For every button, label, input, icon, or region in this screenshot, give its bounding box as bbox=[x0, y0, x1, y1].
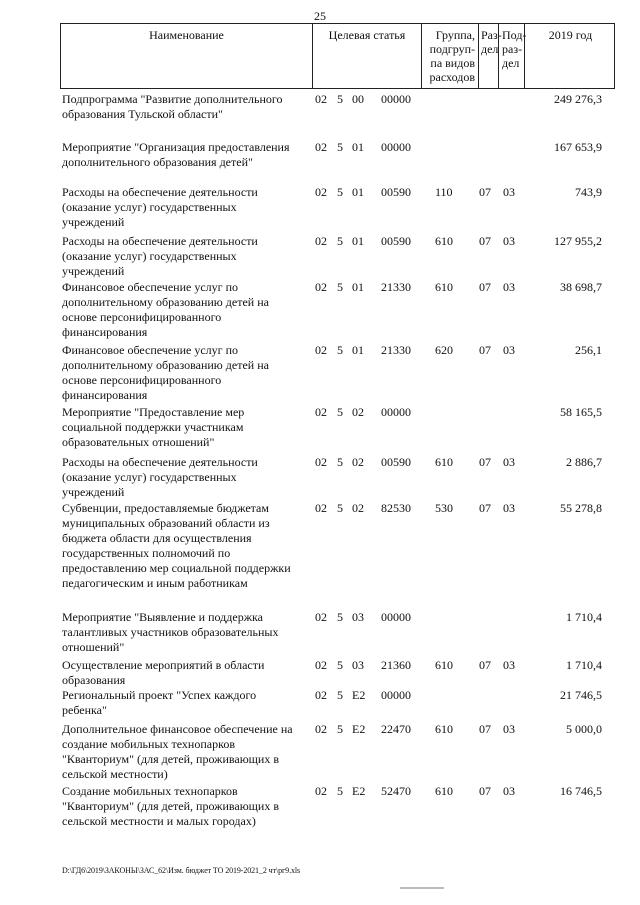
row-name bbox=[62, 140, 312, 170]
header-subsection-line: дел bbox=[502, 56, 520, 70]
header-group-line: па видов bbox=[430, 56, 475, 70]
cell-dir: 21330 bbox=[381, 280, 411, 294]
cell-pr: 03 bbox=[503, 501, 515, 515]
row-name-line: дополнительному образованию детей на bbox=[62, 295, 269, 309]
cell-dir: 82530 bbox=[381, 501, 411, 515]
cell-dir: 52470 bbox=[381, 784, 411, 798]
cell-main: 01 bbox=[352, 140, 364, 154]
cell-pr: 03 bbox=[503, 185, 515, 199]
cell-val: 1 710,4 bbox=[566, 658, 602, 672]
row-name bbox=[62, 455, 312, 500]
cell-rz: 07 bbox=[479, 722, 491, 736]
row-name-line: финансирования bbox=[62, 325, 148, 339]
cell-val: 2 886,7 bbox=[566, 455, 602, 469]
header-section-line: дел bbox=[481, 42, 499, 56]
row-name-line: Региональный проект "Успех каждого bbox=[62, 688, 257, 702]
cell-sub: 5 bbox=[337, 784, 343, 798]
row-name-line: "Кванториум" (для детей, проживающих в bbox=[62, 799, 279, 813]
cell-main: 02 bbox=[352, 405, 364, 419]
cell-dir: 00590 bbox=[381, 185, 411, 199]
cell-dir: 00000 bbox=[381, 405, 411, 419]
cell-val: 21 746,5 bbox=[560, 688, 602, 702]
row-name-line: учреждений bbox=[62, 485, 125, 499]
row-name-line: сельской местности и малых городах) bbox=[62, 814, 256, 828]
row-name bbox=[62, 280, 312, 340]
row-name-line: Создание мобильных технопарков bbox=[62, 784, 238, 798]
cell-sub: 5 bbox=[337, 140, 343, 154]
row-name-line: (оказание услуг) государственных bbox=[62, 249, 237, 263]
cell-dir: 00590 bbox=[381, 234, 411, 248]
cell-main: E2 bbox=[352, 784, 366, 798]
cell-grp: 610 bbox=[435, 455, 453, 469]
row-name-line: дополнительного образования детей" bbox=[62, 155, 253, 169]
cell-val: 167 653,9 bbox=[554, 140, 602, 154]
row-name bbox=[62, 343, 312, 403]
cell-main: 01 bbox=[352, 280, 364, 294]
row-name-line: Расходы на обеспечение деятельности bbox=[62, 455, 258, 469]
cell-rz: 07 bbox=[479, 658, 491, 672]
row-name-line: ребенка" bbox=[62, 703, 107, 717]
cell-grp: 610 bbox=[435, 658, 453, 672]
cell-prog: 02 bbox=[315, 688, 327, 702]
header-group-line: Группа, bbox=[435, 28, 475, 42]
cell-dir: 22470 bbox=[381, 722, 411, 736]
row-name-line: учреждений bbox=[62, 215, 125, 229]
cell-grp: 610 bbox=[435, 234, 453, 248]
row-name-line: Мероприятие "Выявление и поддержка bbox=[62, 610, 263, 624]
cell-dir: 21360 bbox=[381, 658, 411, 672]
cell-val: 256,1 bbox=[575, 343, 602, 357]
cell-sub: 5 bbox=[337, 455, 343, 469]
row-name-line: бюджета области для осуществления bbox=[62, 531, 252, 545]
row-name-line: "Кванториум" (для детей, проживающих в bbox=[62, 752, 279, 766]
cell-pr: 03 bbox=[503, 234, 515, 248]
row-name-line: Субвенции, предоставляемые бюджетам bbox=[62, 501, 269, 515]
cell-sub: 5 bbox=[337, 343, 343, 357]
cell-val: 127 955,2 bbox=[554, 234, 602, 248]
cell-sub: 5 bbox=[337, 234, 343, 248]
cell-dir: 00000 bbox=[381, 140, 411, 154]
cell-sub: 5 bbox=[337, 610, 343, 624]
cell-sub: 5 bbox=[337, 658, 343, 672]
header-section-line: Раз- bbox=[481, 28, 502, 42]
row-name-line: основе персонифицированного bbox=[62, 310, 222, 324]
row-name bbox=[62, 610, 312, 655]
cell-prog: 02 bbox=[315, 92, 327, 106]
row-name-line: муниципальных образований области из bbox=[62, 516, 270, 530]
row-name bbox=[62, 722, 312, 782]
row-name bbox=[62, 784, 312, 829]
header-subsection-line: Под- bbox=[502, 28, 527, 42]
cell-val: 249 276,3 bbox=[554, 92, 602, 106]
cell-dir: 00000 bbox=[381, 688, 411, 702]
cell-sub: 5 bbox=[337, 405, 343, 419]
row-name-line: образования Тульской области" bbox=[62, 107, 223, 121]
cell-pr: 03 bbox=[503, 343, 515, 357]
header-subsection-line: раз- bbox=[502, 42, 523, 56]
row-name bbox=[62, 688, 312, 718]
cell-grp: 610 bbox=[435, 722, 453, 736]
cell-pr: 03 bbox=[503, 784, 515, 798]
cell-main: 03 bbox=[352, 610, 364, 624]
cell-rz: 07 bbox=[479, 501, 491, 515]
cell-grp: 530 bbox=[435, 501, 453, 515]
cell-main: 00 bbox=[352, 92, 364, 106]
cell-main: 01 bbox=[352, 234, 364, 248]
cell-pr: 03 bbox=[503, 280, 515, 294]
row-name-line: педагогическим и иным работникам bbox=[62, 576, 248, 590]
cell-main: 02 bbox=[352, 501, 364, 515]
cell-main: 02 bbox=[352, 455, 364, 469]
cell-grp: 110 bbox=[435, 185, 453, 199]
cell-sub: 5 bbox=[337, 722, 343, 736]
row-name-line: учреждений bbox=[62, 264, 125, 278]
cell-val: 743,9 bbox=[575, 185, 602, 199]
cell-prog: 02 bbox=[315, 343, 327, 357]
row-name-line: Расходы на обеспечение деятельности bbox=[62, 234, 258, 248]
cell-rz: 07 bbox=[479, 280, 491, 294]
cell-prog: 02 bbox=[315, 234, 327, 248]
header-target-article: Целевая статья bbox=[312, 24, 421, 88]
row-name-line: Подпрограмма "Развитие дополнительного bbox=[62, 92, 283, 106]
cell-prog: 02 bbox=[315, 658, 327, 672]
row-name-line: Расходы на обеспечение деятельности bbox=[62, 185, 258, 199]
header-name: Наименование bbox=[149, 28, 224, 42]
cell-prog: 02 bbox=[315, 455, 327, 469]
cell-prog: 02 bbox=[315, 610, 327, 624]
cell-prog: 02 bbox=[315, 185, 327, 199]
cell-dir: 00000 bbox=[381, 610, 411, 624]
row-name-line: (оказание услуг) государственных bbox=[62, 200, 237, 214]
header-group-line: подгруп- bbox=[429, 42, 475, 56]
row-name-line: Дополнительное финансовое обеспечение на bbox=[62, 722, 293, 736]
cell-grp: 620 bbox=[435, 343, 453, 357]
cell-sub: 5 bbox=[337, 280, 343, 294]
row-name-line: Финансовое обеспечение услуг по bbox=[62, 343, 238, 357]
row-name-line: финансирования bbox=[62, 388, 148, 402]
cell-prog: 02 bbox=[315, 280, 327, 294]
cell-rz: 07 bbox=[479, 784, 491, 798]
cell-rz: 07 bbox=[479, 234, 491, 248]
row-name-line: социальной поддержки участникам bbox=[62, 420, 244, 434]
cell-val: 55 278,8 bbox=[560, 501, 602, 515]
header-year: 2019 год bbox=[524, 24, 616, 88]
cell-pr: 03 bbox=[503, 722, 515, 736]
cell-dir: 00590 bbox=[381, 455, 411, 469]
cell-rz: 07 bbox=[479, 343, 491, 357]
cell-main: E2 bbox=[352, 688, 366, 702]
cell-main: E2 bbox=[352, 722, 366, 736]
cell-val: 1 710,4 bbox=[566, 610, 602, 624]
row-name-line: Мероприятие "Предоставление мер bbox=[62, 405, 245, 419]
cell-prog: 02 bbox=[315, 405, 327, 419]
row-name bbox=[62, 658, 312, 688]
row-name-line: Осуществление мероприятий в области bbox=[62, 658, 265, 672]
row-name-line: образования bbox=[62, 673, 126, 687]
cell-grp: 610 bbox=[435, 280, 453, 294]
row-name bbox=[62, 92, 312, 122]
cell-prog: 02 bbox=[315, 784, 327, 798]
cell-sub: 5 bbox=[337, 688, 343, 702]
cell-main: 01 bbox=[352, 343, 364, 357]
row-name-line: основе персонифицированного bbox=[62, 373, 222, 387]
cell-val: 16 746,5 bbox=[560, 784, 602, 798]
row-name-line: талантливых участников образовательных bbox=[62, 625, 279, 639]
cell-dir: 21330 bbox=[381, 343, 411, 357]
cell-prog: 02 bbox=[315, 501, 327, 515]
cell-prog: 02 bbox=[315, 140, 327, 154]
page-number: 25 bbox=[314, 9, 326, 23]
cell-dir: 00000 bbox=[381, 92, 411, 106]
row-name bbox=[62, 234, 312, 279]
cell-main: 03 bbox=[352, 658, 364, 672]
row-name-line: государственных полномочий по bbox=[62, 546, 231, 560]
row-name bbox=[62, 501, 312, 591]
header-group-line: расходов bbox=[429, 70, 475, 84]
cell-pr: 03 bbox=[503, 658, 515, 672]
cell-grp: 610 bbox=[435, 784, 453, 798]
row-name-line: (оказание услуг) государственных bbox=[62, 470, 237, 484]
row-name-line: Мероприятие "Организация предоставления bbox=[62, 140, 290, 154]
row-name bbox=[62, 185, 312, 230]
scan-artifact bbox=[400, 887, 444, 889]
cell-main: 01 bbox=[352, 185, 364, 199]
cell-val: 58 165,5 bbox=[560, 405, 602, 419]
cell-rz: 07 bbox=[479, 185, 491, 199]
row-name bbox=[62, 405, 312, 450]
row-name-line: образовательных отношений" bbox=[62, 435, 215, 449]
cell-val: 38 698,7 bbox=[560, 280, 602, 294]
cell-val: 5 000,0 bbox=[566, 722, 602, 736]
row-name-line: предоставлению мер социальной поддержки bbox=[62, 561, 291, 575]
row-name-line: создание мобильных технопарков bbox=[62, 737, 235, 751]
row-name-line: сельской местности) bbox=[62, 767, 168, 781]
cell-sub: 5 bbox=[337, 185, 343, 199]
footer-file-path: D:\ГД6\2019\ЗАКОНЫ\ЗАС_62\Изм. бюджет ТО 2019-2021_2 чт\рг9.xls bbox=[62, 866, 301, 875]
cell-prog: 02 bbox=[315, 722, 327, 736]
cell-pr: 03 bbox=[503, 455, 515, 469]
row-name-line: отношений" bbox=[62, 640, 125, 654]
cell-rz: 07 bbox=[479, 455, 491, 469]
cell-sub: 5 bbox=[337, 92, 343, 106]
row-name-line: Финансовое обеспечение услуг по bbox=[62, 280, 238, 294]
row-name-line: дополнительному образованию детей на bbox=[62, 358, 269, 372]
cell-sub: 5 bbox=[337, 501, 343, 515]
